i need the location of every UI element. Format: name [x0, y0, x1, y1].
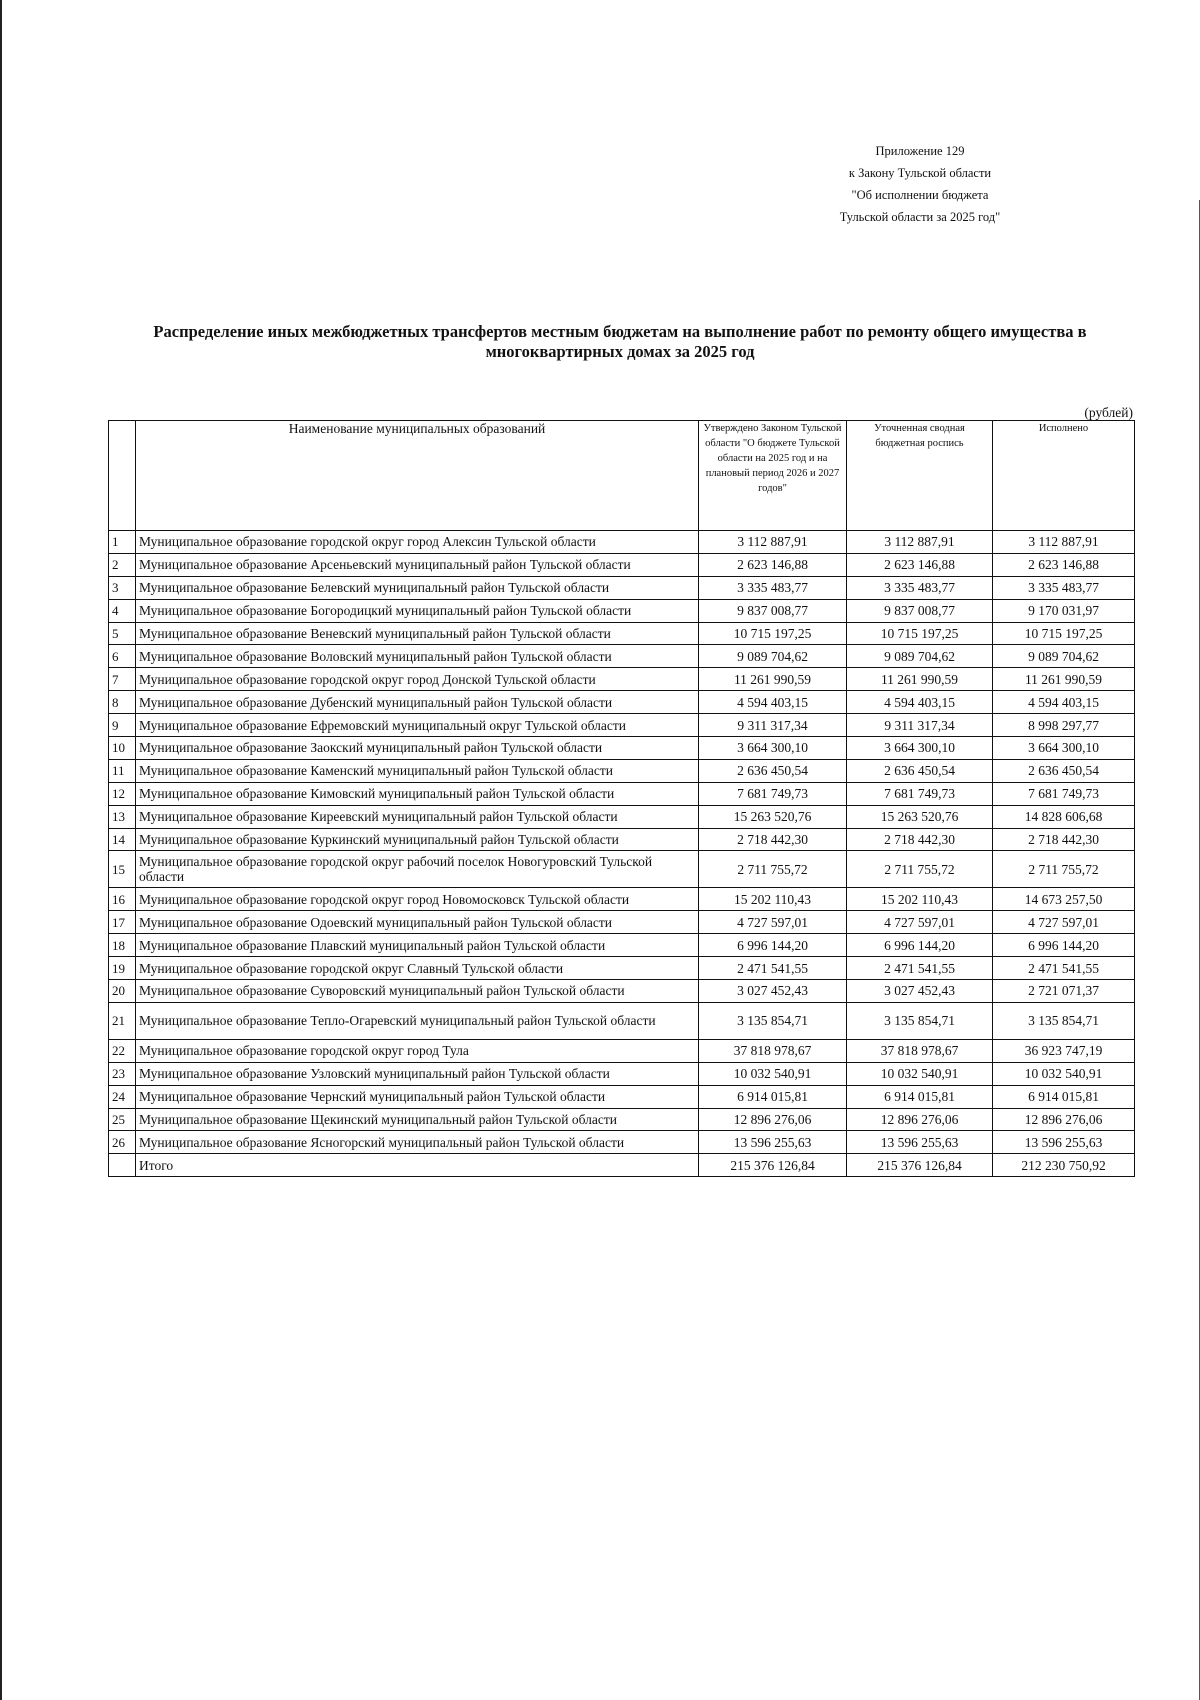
- row-number: 2: [109, 553, 136, 576]
- refined-amount: 15 263 520,76: [847, 805, 993, 828]
- header-refined: Уточненная сводная бюджетная роспись: [847, 421, 993, 531]
- appendix-reference: [820, 140, 1020, 228]
- approved-amount: 15 202 110,43: [699, 888, 847, 911]
- approved-amount: 3 027 452,43: [699, 980, 847, 1003]
- refined-amount: 2 636 450,54: [847, 759, 993, 782]
- municipality-name: Муниципальное образование городской округ город Тула: [136, 1039, 699, 1062]
- table-row: [109, 691, 1135, 714]
- approved-amount: 2 623 146,88: [699, 553, 847, 576]
- municipality-name: Муниципальное образование Узловский муниципальный район Тульской области: [136, 1062, 699, 1085]
- approved-amount: 6 914 015,81: [699, 1085, 847, 1108]
- approved-amount: 7 681 749,73: [699, 782, 847, 805]
- municipality-name: Муниципальное образование Одоевский муниципальный район Тульской области: [136, 911, 699, 934]
- row-number: 8: [109, 691, 136, 714]
- municipality-name: Муниципальное образование городской округ Славный Тульской области: [136, 957, 699, 980]
- approved-amount: 9 089 704,62: [699, 645, 847, 668]
- approved-amount: 2 718 442,30: [699, 828, 847, 851]
- refined-amount: 13 596 255,63: [847, 1131, 993, 1154]
- table-row: [109, 668, 1135, 691]
- executed-amount: 2 711 755,72: [993, 851, 1135, 888]
- municipality-name: Муниципальное образование Суворовский муниципальный район Тульской области: [136, 980, 699, 1003]
- approved-amount: 2 471 541,55: [699, 957, 847, 980]
- table-row: [109, 714, 1135, 737]
- document-title: Распределение иных межбюджетных трансфертов местным бюджетам на выполнение работ по ремонту общего имущества в многоквартирных домах за 2025 год: [153, 322, 1087, 361]
- approved-amount: 3 135 854,71: [699, 1002, 847, 1039]
- approved-amount: 13 596 255,63: [699, 1131, 847, 1154]
- header-num: [109, 421, 136, 531]
- header-name: Наименование муниципальных образований: [136, 421, 699, 531]
- approved-amount: 3 335 483,77: [699, 576, 847, 599]
- executed-amount: 11 261 990,59: [993, 668, 1135, 691]
- row-number: 16: [109, 888, 136, 911]
- appendix-line: Тульской области за 2025 год": [839, 210, 1001, 224]
- row-number: 9: [109, 714, 136, 737]
- approved-amount: 10 032 540,91: [699, 1062, 847, 1085]
- municipality-name: Муниципальное образование городской округ город Алексин Тульской области: [136, 531, 699, 554]
- refined-amount: 9 311 317,34: [847, 714, 993, 737]
- refined-amount: 12 896 276,06: [847, 1108, 993, 1131]
- executed-amount: 4 727 597,01: [993, 911, 1135, 934]
- table-row: [109, 851, 1135, 888]
- refined-amount: 2 623 146,88: [847, 553, 993, 576]
- municipality-name: Муниципальное образование Каменский муниципальный район Тульской области: [136, 759, 699, 782]
- refined-amount: 2 711 755,72: [847, 851, 993, 888]
- row-number: 21: [109, 1002, 136, 1039]
- table-row: [109, 553, 1135, 576]
- executed-amount: 6 914 015,81: [993, 1085, 1135, 1108]
- header-approved: Утверждено Законом Тульской области "О бюджете Тульской области на 2025 год и на плановый период 2026 и 2027 годов": [699, 421, 847, 531]
- appendix-line: к Закону Тульской области: [848, 166, 992, 180]
- total-refined: 215 376 126,84: [847, 1154, 993, 1177]
- municipality-name: Муниципальное образование Кимовский муниципальный район Тульской области: [136, 782, 699, 805]
- units-label: (рублей): [1084, 405, 1133, 420]
- executed-amount: 14 673 257,50: [993, 888, 1135, 911]
- refined-amount: 3 335 483,77: [847, 576, 993, 599]
- executed-amount: 3 135 854,71: [993, 1002, 1135, 1039]
- municipality-name: Муниципальное образование Воловский муниципальный район Тульской области: [136, 645, 699, 668]
- refined-amount: 4 727 597,01: [847, 911, 993, 934]
- approved-amount: 2 636 450,54: [699, 759, 847, 782]
- table-row: [109, 888, 1135, 911]
- approved-amount: 37 818 978,67: [699, 1039, 847, 1062]
- executed-amount: 10 032 540,91: [993, 1062, 1135, 1085]
- refined-amount: 9 837 008,77: [847, 599, 993, 622]
- municipality-name: Муниципальное образование Арсеньевский муниципальный район Тульской области: [136, 553, 699, 576]
- table-row: [109, 1002, 1135, 1039]
- refined-amount: 4 594 403,15: [847, 691, 993, 714]
- row-number: 6: [109, 645, 136, 668]
- row-number: 3: [109, 576, 136, 599]
- executed-amount: 2 721 071,37: [993, 980, 1135, 1003]
- refined-amount: 3 027 452,43: [847, 980, 993, 1003]
- total-executed: 212 230 750,92: [993, 1154, 1135, 1177]
- municipality-name: Муниципальное образование Ясногорский муниципальный район Тульской области: [136, 1131, 699, 1154]
- header-executed: Исполнено: [993, 421, 1135, 531]
- municipality-name: Муниципальное образование городской округ город Донской Тульской области: [136, 668, 699, 691]
- table-row: [109, 622, 1135, 645]
- executed-amount: 6 996 144,20: [993, 934, 1135, 957]
- refined-amount: 6 914 015,81: [847, 1085, 993, 1108]
- table-row: [109, 980, 1135, 1003]
- executed-amount: 4 594 403,15: [993, 691, 1135, 714]
- approved-amount: 3 664 300,10: [699, 737, 847, 760]
- refined-amount: 37 818 978,67: [847, 1039, 993, 1062]
- row-number: 19: [109, 957, 136, 980]
- total-label: Итого: [136, 1154, 699, 1177]
- row-number: 13: [109, 805, 136, 828]
- executed-amount: 3 112 887,91: [993, 531, 1135, 554]
- municipality-name: Муниципальное образование Куркинский муниципальный район Тульской области: [136, 828, 699, 851]
- row-number: 18: [109, 934, 136, 957]
- appendix-line: Приложение 129: [875, 144, 965, 158]
- executed-amount: 7 681 749,73: [993, 782, 1135, 805]
- approved-amount: 2 711 755,72: [699, 851, 847, 888]
- approved-amount: 11 261 990,59: [699, 668, 847, 691]
- budget-table: [108, 420, 1135, 1177]
- table-row: [109, 1062, 1135, 1085]
- municipality-name: Муниципальное образование Ефремовский муниципальный округ Тульской области: [136, 714, 699, 737]
- approved-amount: 15 263 520,76: [699, 805, 847, 828]
- row-number: 14: [109, 828, 136, 851]
- table-row: [109, 911, 1135, 934]
- executed-amount: 9 170 031,97: [993, 599, 1135, 622]
- executed-amount: 14 828 606,68: [993, 805, 1135, 828]
- appendix-line: "Об исполнении бюджета: [851, 188, 989, 202]
- refined-amount: 7 681 749,73: [847, 782, 993, 805]
- total-num: [109, 1154, 136, 1177]
- executed-amount: 2 471 541,55: [993, 957, 1135, 980]
- row-number: 17: [109, 911, 136, 934]
- approved-amount: 6 996 144,20: [699, 934, 847, 957]
- municipality-name: Муниципальное образование Киреевский муниципальный район Тульской области: [136, 805, 699, 828]
- refined-amount: 3 112 887,91: [847, 531, 993, 554]
- refined-amount: 11 261 990,59: [847, 668, 993, 691]
- row-number: 11: [109, 759, 136, 782]
- table-row: [109, 737, 1135, 760]
- executed-amount: 10 715 197,25: [993, 622, 1135, 645]
- refined-amount: 10 032 540,91: [847, 1062, 993, 1085]
- table-row: [109, 1108, 1135, 1131]
- scan-edge-left: [0, 0, 2, 1700]
- municipality-name: Муниципальное образование Дубенский муниципальный район Тульской области: [136, 691, 699, 714]
- total-approved: 215 376 126,84: [699, 1154, 847, 1177]
- row-number: 15: [109, 851, 136, 888]
- executed-amount: 3 664 300,10: [993, 737, 1135, 760]
- refined-amount: 3 664 300,10: [847, 737, 993, 760]
- table-row: [109, 1085, 1135, 1108]
- municipality-name: Муниципальное образование Плавский муниципальный район Тульской области: [136, 934, 699, 957]
- row-number: 4: [109, 599, 136, 622]
- total-row: [109, 1154, 1135, 1177]
- refined-amount: 10 715 197,25: [847, 622, 993, 645]
- municipality-name: Муниципальное образование Чернский муниципальный район Тульской области: [136, 1085, 699, 1108]
- refined-amount: 2 471 541,55: [847, 957, 993, 980]
- municipality-name: Муниципальное образование Щекинский муниципальный район Тульской области: [136, 1108, 699, 1131]
- table-row: [109, 759, 1135, 782]
- row-number: 10: [109, 737, 136, 760]
- approved-amount: 3 112 887,91: [699, 531, 847, 554]
- refined-amount: 2 718 442,30: [847, 828, 993, 851]
- municipality-name: Муниципальное образование Белевский муниципальный район Тульской области: [136, 576, 699, 599]
- row-number: 12: [109, 782, 136, 805]
- municipality-name: Муниципальное образование городской округ рабочий поселок Новогуровский Тульской области: [136, 851, 699, 888]
- row-number: 26: [109, 1131, 136, 1154]
- executed-amount: 8 998 297,77: [993, 714, 1135, 737]
- row-number: 23: [109, 1062, 136, 1085]
- row-number: 7: [109, 668, 136, 691]
- table-row: [109, 645, 1135, 668]
- approved-amount: 12 896 276,06: [699, 1108, 847, 1131]
- table-row: [109, 934, 1135, 957]
- table-row: [109, 1039, 1135, 1062]
- table-row: [109, 805, 1135, 828]
- row-number: 25: [109, 1108, 136, 1131]
- municipality-name: Муниципальное образование Заокский муниципальный район Тульской области: [136, 737, 699, 760]
- table-row: [109, 599, 1135, 622]
- executed-amount: 2 636 450,54: [993, 759, 1135, 782]
- table-row: [109, 531, 1135, 554]
- executed-amount: 2 623 146,88: [993, 553, 1135, 576]
- executed-amount: 2 718 442,30: [993, 828, 1135, 851]
- approved-amount: 4 594 403,15: [699, 691, 847, 714]
- refined-amount: 6 996 144,20: [847, 934, 993, 957]
- municipality-name: Муниципальное образование городской округ город Новомосковск Тульской области: [136, 888, 699, 911]
- refined-amount: 15 202 110,43: [847, 888, 993, 911]
- municipality-name: Муниципальное образование Богородицкий муниципальный район Тульской области: [136, 599, 699, 622]
- executed-amount: 36 923 747,19: [993, 1039, 1135, 1062]
- approved-amount: 10 715 197,25: [699, 622, 847, 645]
- refined-amount: 3 135 854,71: [847, 1002, 993, 1039]
- approved-amount: 4 727 597,01: [699, 911, 847, 934]
- approved-amount: 9 311 317,34: [699, 714, 847, 737]
- approved-amount: 9 837 008,77: [699, 599, 847, 622]
- executed-amount: 13 596 255,63: [993, 1131, 1135, 1154]
- table-row: [109, 957, 1135, 980]
- table-header-row: [109, 421, 1135, 531]
- executed-amount: 9 089 704,62: [993, 645, 1135, 668]
- executed-amount: 3 335 483,77: [993, 576, 1135, 599]
- table-row: [109, 828, 1135, 851]
- municipality-name: Муниципальное образование Тепло-Огаревский муниципальный район Тульской области: [136, 1002, 699, 1039]
- table-row: [109, 782, 1135, 805]
- refined-amount: 9 089 704,62: [847, 645, 993, 668]
- row-number: 24: [109, 1085, 136, 1108]
- row-number: 20: [109, 980, 136, 1003]
- row-number: 5: [109, 622, 136, 645]
- executed-amount: 12 896 276,06: [993, 1108, 1135, 1131]
- table-row: [109, 576, 1135, 599]
- row-number: 22: [109, 1039, 136, 1062]
- municipality-name: Муниципальное образование Веневский муниципальный район Тульской области: [136, 622, 699, 645]
- row-number: 1: [109, 531, 136, 554]
- table-row: [109, 1131, 1135, 1154]
